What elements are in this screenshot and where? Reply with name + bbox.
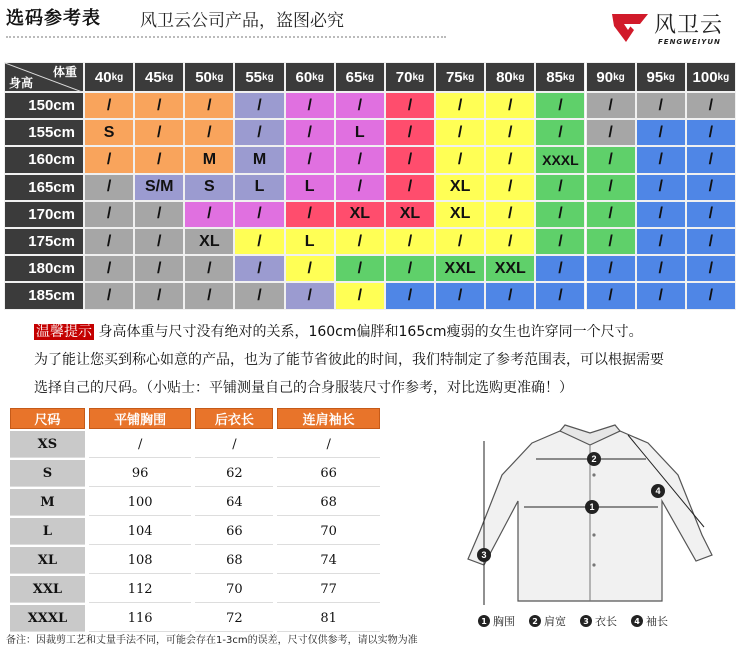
table-row bbox=[10, 518, 380, 545]
weight-header-100 bbox=[686, 62, 736, 92]
size-cell: / bbox=[184, 255, 234, 282]
marker-4: 4 bbox=[655, 486, 661, 496]
legend-item bbox=[631, 613, 668, 629]
size-cell: / bbox=[435, 146, 485, 173]
cell-sleeve: / bbox=[277, 431, 380, 458]
legend-item bbox=[529, 613, 566, 629]
size-cell: L bbox=[285, 228, 335, 255]
cell-size: S bbox=[10, 460, 85, 487]
cell-sleeve: 66 bbox=[277, 460, 380, 487]
cell-length: 70 bbox=[195, 576, 273, 603]
size-cell: / bbox=[184, 282, 234, 309]
size-cell: / bbox=[285, 119, 335, 146]
size-cell: / bbox=[385, 92, 435, 119]
weight-unit: kg bbox=[462, 71, 475, 83]
size-cell: / bbox=[84, 228, 134, 255]
weight-unit: kg bbox=[613, 71, 625, 83]
size-cell: / bbox=[134, 255, 184, 282]
tips-tag: 温馨提示 bbox=[36, 324, 92, 340]
size-cell: / bbox=[84, 92, 134, 119]
table-row bbox=[10, 576, 380, 603]
table-row bbox=[10, 605, 380, 632]
size-cell: / bbox=[385, 282, 435, 309]
weight-value: 50 bbox=[195, 68, 212, 86]
legend-num: 2 bbox=[529, 615, 541, 627]
cell-length: 66 bbox=[195, 518, 273, 545]
cell-size: M bbox=[10, 489, 85, 516]
height-header-155cm: 155cm bbox=[4, 119, 84, 146]
size-cell: / bbox=[234, 228, 284, 255]
weight-header-80 bbox=[485, 62, 535, 92]
legend-item bbox=[478, 613, 515, 629]
header-sleeve: 连肩袖长 bbox=[277, 408, 380, 429]
weight-value: 75 bbox=[445, 68, 463, 86]
size-cell: XXL bbox=[435, 255, 485, 282]
weight-unit: kg bbox=[362, 71, 374, 83]
size-cell: / bbox=[485, 119, 535, 146]
legend-num: 4 bbox=[631, 615, 643, 627]
weight-unit: kg bbox=[161, 71, 174, 83]
cell-chest: 104 bbox=[89, 518, 192, 545]
size-cell: / bbox=[385, 255, 435, 282]
size-cell: / bbox=[385, 146, 435, 173]
page-title: 选码参考表 bbox=[6, 8, 101, 29]
weight-unit: kg bbox=[663, 71, 675, 83]
legend-num: 3 bbox=[580, 615, 592, 627]
header-length: 后衣长 bbox=[195, 408, 273, 429]
size-cell: / bbox=[636, 201, 686, 228]
size-cell: / bbox=[234, 201, 284, 228]
size-cell: / bbox=[686, 146, 736, 173]
size-cell: S bbox=[184, 174, 234, 201]
cell-length: 64 bbox=[195, 489, 273, 516]
tips-line-2: 为了能让您买到称心如意的产品，也为了能节省彼此的时间，我们特制定了参考范围表，可以根据需要 bbox=[34, 352, 664, 368]
cell-size: XXL bbox=[10, 576, 85, 603]
corner-height-label: 身高 bbox=[9, 76, 34, 90]
tips-line-3: 选择自己的尺码。（小贴士：平铺测量自己的合身服装尺寸作参考，对比选购更准确！） bbox=[34, 380, 573, 396]
size-cell: / bbox=[485, 282, 535, 309]
size-cell: XXXL bbox=[535, 146, 585, 173]
size-cell: / bbox=[134, 146, 184, 173]
size-cell: / bbox=[636, 174, 686, 201]
marker-2: 2 bbox=[591, 454, 597, 464]
size-cell: / bbox=[586, 146, 636, 173]
size-cell: / bbox=[535, 282, 585, 309]
size-cell: XL bbox=[385, 201, 435, 228]
cell-size: L bbox=[10, 518, 85, 545]
cell-size: XXXL bbox=[10, 605, 85, 632]
cell-length: 68 bbox=[195, 547, 273, 574]
cell-sleeve: 77 bbox=[277, 576, 380, 603]
size-cell: L bbox=[234, 174, 284, 201]
diagram-legend bbox=[478, 613, 668, 629]
logo-mark-icon bbox=[610, 6, 650, 46]
cell-sleeve: 74 bbox=[277, 547, 380, 574]
legend-label: 肩宽 bbox=[544, 615, 566, 628]
legend-label: 袖长 bbox=[646, 615, 668, 628]
size-cell: / bbox=[586, 119, 636, 146]
size-cell: XL bbox=[435, 201, 485, 228]
size-cell: / bbox=[586, 92, 636, 119]
weight-unit: kg bbox=[262, 71, 274, 83]
chart-corner bbox=[4, 62, 84, 92]
size-cell: / bbox=[234, 119, 284, 146]
weight-header-70 bbox=[385, 62, 435, 92]
weight-value: 100 bbox=[692, 68, 718, 86]
brand-logo bbox=[610, 6, 746, 52]
size-cell: / bbox=[535, 228, 585, 255]
corner-weight-label: 体重 bbox=[52, 65, 77, 79]
cell-chest: 100 bbox=[89, 489, 192, 516]
header-size: 尺码 bbox=[10, 408, 85, 429]
size-cell: / bbox=[435, 282, 485, 309]
cell-length: 62 bbox=[195, 460, 273, 487]
size-cell: / bbox=[686, 174, 736, 201]
weight-header-90 bbox=[586, 62, 636, 92]
size-cell: / bbox=[535, 92, 585, 119]
size-cell: / bbox=[134, 282, 184, 309]
size-cell: / bbox=[335, 282, 385, 309]
cell-sleeve: 70 bbox=[277, 518, 380, 545]
size-cell: / bbox=[335, 255, 385, 282]
size-cell: / bbox=[636, 146, 686, 173]
weight-header-60 bbox=[285, 62, 335, 92]
weight-unit: kg bbox=[111, 71, 124, 83]
size-chart bbox=[4, 62, 746, 310]
logo-name: 风卫云 bbox=[654, 13, 724, 38]
weight-header-50 bbox=[184, 62, 234, 92]
weight-value: 40 bbox=[94, 68, 112, 86]
legend-label: 胸围 bbox=[493, 615, 515, 628]
height-header-160cm: 160cm bbox=[4, 146, 84, 173]
legend-item bbox=[580, 613, 617, 629]
size-cell: / bbox=[535, 174, 585, 201]
weight-header-40 bbox=[84, 62, 134, 92]
weight-header-65 bbox=[335, 62, 385, 92]
size-cell: / bbox=[485, 174, 535, 201]
size-cell: M bbox=[234, 146, 284, 173]
size-cell: / bbox=[134, 228, 184, 255]
size-cell: XL bbox=[184, 228, 234, 255]
table-row bbox=[10, 431, 380, 458]
weight-value: 90 bbox=[596, 68, 614, 86]
size-cell: / bbox=[134, 201, 184, 228]
weight-unit: kg bbox=[512, 71, 525, 83]
weight-unit: kg bbox=[717, 71, 730, 83]
size-cell: / bbox=[586, 228, 636, 255]
cell-chest: 96 bbox=[89, 460, 192, 487]
cell-size: XL bbox=[10, 547, 85, 574]
marker-3: 3 bbox=[481, 550, 487, 560]
weight-header-85 bbox=[535, 62, 585, 92]
size-cell: / bbox=[134, 119, 184, 146]
height-header-170cm: 170cm bbox=[4, 201, 84, 228]
size-cell: / bbox=[636, 282, 686, 309]
weight-value: 65 bbox=[345, 68, 363, 86]
height-header-175cm: 175cm bbox=[4, 228, 84, 255]
cell-length: / bbox=[195, 431, 273, 458]
height-header-165cm: 165cm bbox=[4, 174, 84, 201]
size-cell: / bbox=[686, 119, 736, 146]
size-cell: / bbox=[184, 119, 234, 146]
size-cell: / bbox=[285, 201, 335, 228]
weight-header-95 bbox=[636, 62, 686, 92]
height-header-180cm: 180cm bbox=[4, 255, 84, 282]
size-cell: XXL bbox=[485, 255, 535, 282]
size-cell: / bbox=[686, 228, 736, 255]
weight-value: 95 bbox=[646, 68, 664, 86]
header-chest: 平铺胸围 bbox=[89, 408, 192, 429]
tips-line-1: 身高体重与尺寸没有绝对的关系，160cm偏胖和165cm瘦弱的女生也许穿同一个尺寸。 bbox=[98, 324, 643, 340]
size-cell: / bbox=[435, 119, 485, 146]
size-cell: / bbox=[285, 146, 335, 173]
legend-num: 1 bbox=[478, 615, 490, 627]
size-cell: / bbox=[184, 201, 234, 228]
measurement-table bbox=[6, 406, 384, 634]
weight-unit: kg bbox=[412, 71, 425, 83]
weight-value: 60 bbox=[295, 68, 313, 86]
size-cell: S bbox=[84, 119, 134, 146]
size-cell: / bbox=[686, 92, 736, 119]
cell-length: 72 bbox=[195, 605, 273, 632]
size-cell: / bbox=[84, 146, 134, 173]
cell-sleeve: 81 bbox=[277, 605, 380, 632]
size-cell: / bbox=[335, 92, 385, 119]
table-row bbox=[10, 547, 380, 574]
size-cell: / bbox=[636, 92, 686, 119]
marker-1: 1 bbox=[589, 502, 595, 512]
cell-chest: 112 bbox=[89, 576, 192, 603]
size-cell: / bbox=[485, 146, 535, 173]
weight-header-45 bbox=[134, 62, 184, 92]
size-cell: / bbox=[535, 201, 585, 228]
size-cell: / bbox=[134, 92, 184, 119]
size-cell: / bbox=[84, 201, 134, 228]
size-cell: / bbox=[335, 174, 385, 201]
size-cell: / bbox=[535, 255, 585, 282]
weight-value: 55 bbox=[245, 68, 263, 86]
height-header-185cm: 185cm bbox=[4, 282, 84, 309]
weight-unit: kg bbox=[312, 71, 324, 83]
weight-value: 70 bbox=[395, 68, 413, 86]
size-cell: / bbox=[686, 255, 736, 282]
size-cell: / bbox=[234, 255, 284, 282]
weight-value: 45 bbox=[145, 68, 162, 86]
cell-chest: 108 bbox=[89, 547, 192, 574]
size-cell: / bbox=[285, 255, 335, 282]
weight-header-55 bbox=[234, 62, 284, 92]
size-cell: / bbox=[285, 282, 335, 309]
size-cell: XL bbox=[435, 174, 485, 201]
size-cell: / bbox=[485, 201, 535, 228]
size-cell: / bbox=[586, 255, 636, 282]
size-cell: M bbox=[184, 146, 234, 173]
size-cell: / bbox=[84, 174, 134, 201]
size-cell: / bbox=[435, 92, 485, 119]
size-cell: / bbox=[234, 282, 284, 309]
cell-size: XS bbox=[10, 431, 85, 458]
header-divider bbox=[6, 36, 446, 38]
size-cell: / bbox=[385, 228, 435, 255]
weight-value: 85 bbox=[546, 68, 563, 86]
size-cell: / bbox=[636, 119, 686, 146]
cell-sleeve: 68 bbox=[277, 489, 380, 516]
table-row bbox=[10, 460, 380, 487]
size-cell: / bbox=[385, 119, 435, 146]
size-cell: L bbox=[285, 174, 335, 201]
weight-unit: kg bbox=[211, 71, 224, 83]
size-cell: / bbox=[84, 255, 134, 282]
measurement-body bbox=[10, 431, 380, 632]
shirt-diagram bbox=[440, 415, 740, 620]
legend-label: 衣长 bbox=[595, 615, 617, 628]
size-cell: / bbox=[485, 92, 535, 119]
weight-unit: kg bbox=[562, 71, 575, 83]
cell-chest: 116 bbox=[89, 605, 192, 632]
tips-block bbox=[34, 318, 734, 402]
measurement-header-row bbox=[10, 408, 380, 429]
height-header-150cm: 150cm bbox=[4, 92, 84, 119]
page-subtitle: 风卫云公司产品，盗图必究 bbox=[140, 11, 344, 31]
size-cell: / bbox=[84, 282, 134, 309]
size-cell: / bbox=[435, 228, 485, 255]
size-cell: / bbox=[335, 228, 385, 255]
size-cell: / bbox=[535, 119, 585, 146]
size-cell: / bbox=[586, 201, 636, 228]
table-row bbox=[10, 489, 380, 516]
weight-header-75 bbox=[435, 62, 485, 92]
size-cell: L bbox=[335, 119, 385, 146]
size-cell: S/M bbox=[134, 174, 184, 201]
size-cell: / bbox=[234, 92, 284, 119]
size-cell: / bbox=[385, 174, 435, 201]
footnote: 备注：因裁剪工艺和丈量手法不同，可能会存在1-3cm的误差，尺寸仅供参考，请以实物为准 bbox=[6, 635, 418, 646]
size-cell: / bbox=[335, 146, 385, 173]
size-cell: / bbox=[636, 228, 686, 255]
size-cell: XL bbox=[335, 201, 385, 228]
weight-value: 80 bbox=[496, 68, 513, 86]
size-cell: / bbox=[686, 282, 736, 309]
size-cell: / bbox=[285, 92, 335, 119]
cell-chest: / bbox=[89, 431, 192, 458]
size-cell: / bbox=[686, 201, 736, 228]
size-cell: / bbox=[586, 174, 636, 201]
size-cell: / bbox=[636, 255, 686, 282]
logo-english: FENGWEIYUN bbox=[658, 38, 721, 46]
size-cell: / bbox=[184, 92, 234, 119]
size-cell: / bbox=[485, 228, 535, 255]
size-cell: / bbox=[586, 282, 636, 309]
